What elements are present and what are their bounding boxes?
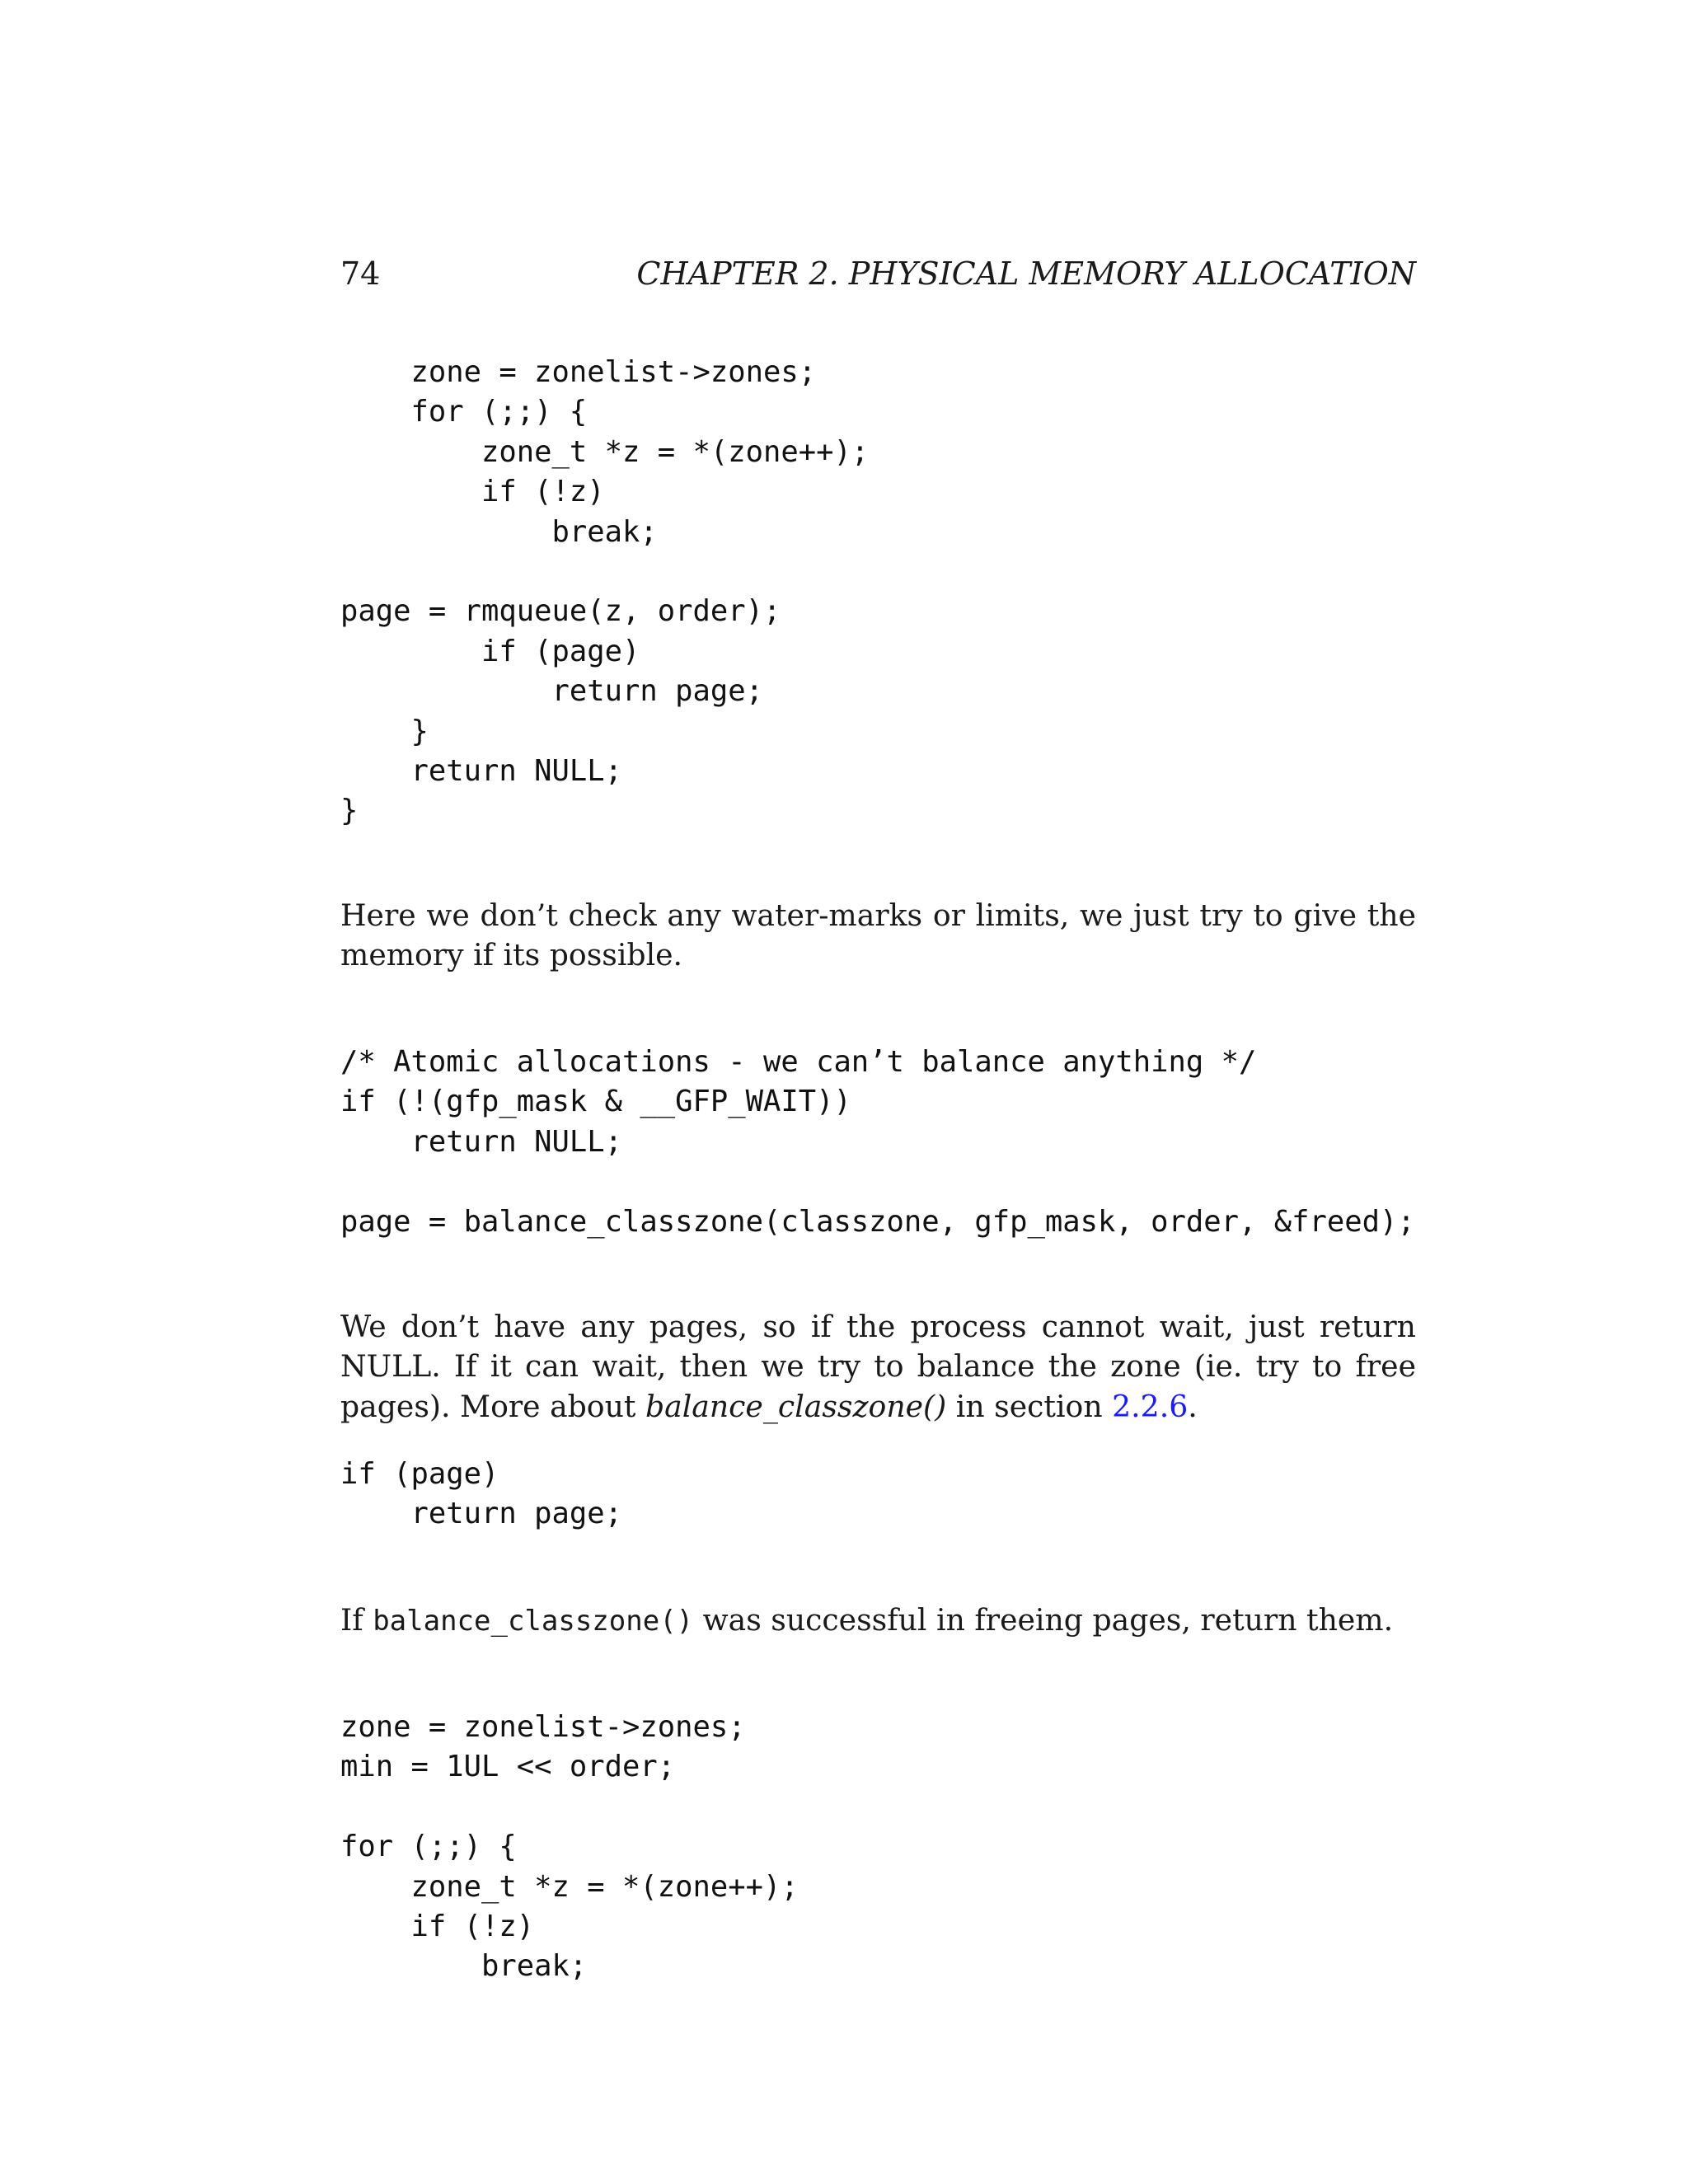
paragraph-text-after: was successful in freeing pages, return them. xyxy=(693,1602,1394,1638)
paragraph-balance-zone xyxy=(340,1307,1416,1427)
section-link[interactable]: 2.2.6 xyxy=(1112,1388,1189,1424)
code-block-atomic-allocations: /* Atomic allocations - we can’t balance anything */ if (!(gfp_mask & __GFP_WAIT)) return NULL; page = balance_classzone(classzone, gfp_mask, order, &freed); xyxy=(340,1045,1415,1239)
function-name-mono: balance_classzone() xyxy=(373,1605,694,1638)
paragraph-text-after: . xyxy=(1188,1388,1198,1424)
code-block-min-loop: zone = zonelist->zones; min = 1UL << order; for (;;) { zone_t *z = *(zone++); if (!z) break; xyxy=(340,1710,799,1984)
page-header xyxy=(340,255,1416,305)
running-head: CHAPTER 2. PHYSICAL MEMORY ALLOCATION xyxy=(636,255,1416,292)
code-block-zone-loop: zone = zonelist->zones; for (;;) { zone_t *z = *(zone++); if (!z) break; page = rmqueue(z, order); if (page) return page; } return NULL; } xyxy=(340,355,870,828)
paragraph-text-before: If xyxy=(340,1602,373,1638)
page-number: 74 xyxy=(340,255,381,292)
paragraph-text-middle: in section xyxy=(946,1388,1113,1424)
function-name-italic: balance_classzone() xyxy=(645,1388,947,1424)
paragraph-success xyxy=(340,1601,1416,1641)
code-block-return-page: if (page) return page; xyxy=(340,1457,622,1531)
paragraph-watermarks: Here we don’t check any water-marks or limits, we just try to give the memory if its possible. xyxy=(340,898,1416,973)
paragraph-text-before: We don’t have any pages, so if the process cannot wait, just return NULL. If it can wait, then we try to balance the zone (ie. try to free pages). More about xyxy=(340,1309,1416,1424)
